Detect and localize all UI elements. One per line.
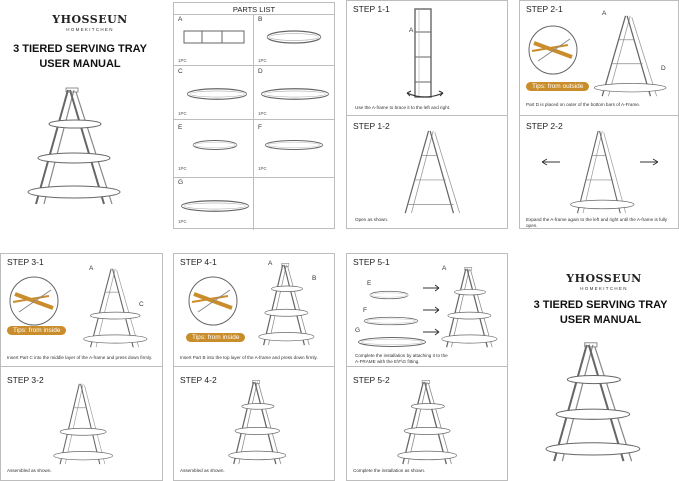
tray-e-drawing	[369, 290, 409, 300]
cover-shelf-illustration	[30, 86, 130, 212]
shelf-drawing	[260, 262, 320, 348]
frame-drawing	[85, 266, 147, 350]
part-c-label: C	[178, 68, 183, 75]
parts-row-divider	[174, 119, 334, 120]
manual-title	[522, 298, 679, 328]
step-5-1-panel	[346, 253, 508, 367]
step-3-1-panel	[0, 253, 163, 367]
step-caption: Assembled as shown.	[180, 468, 225, 473]
tray-f-drawing	[363, 316, 419, 326]
step-caption: Open as shown.	[355, 217, 389, 222]
step-4-2-panel	[173, 366, 335, 481]
part-d-qty: 1PC	[258, 111, 267, 116]
shelf-drawing	[443, 266, 503, 350]
step-title: STEP 2-1	[526, 4, 563, 14]
arrow-left-icon	[540, 158, 562, 166]
step-1-2-panel	[346, 115, 508, 229]
step-title: STEP 3-2	[7, 375, 44, 385]
label-f: F	[363, 307, 367, 314]
label-g: G	[355, 327, 361, 334]
label-c: C	[139, 301, 144, 308]
part-c-qty: 1PC	[178, 111, 187, 116]
part-e-qty: 1PC	[178, 166, 187, 171]
step-4-1-panel	[173, 253, 335, 367]
manual-title	[0, 42, 160, 72]
label-b: B	[312, 275, 317, 282]
expand-frame-drawing	[572, 128, 634, 216]
tip-badge: Tips: from inside	[186, 333, 245, 342]
brand-subtitle: HOMEKITCHEN	[580, 286, 628, 291]
part-a-qty: 1PC	[178, 58, 187, 63]
manual-title-line2: USER MANUAL	[559, 314, 642, 326]
part-g-qty: 1PC	[178, 219, 187, 224]
tray-g-drawing	[357, 336, 427, 348]
part-e-drawing	[192, 139, 238, 151]
arrow-right-icon	[638, 158, 660, 166]
label-d: D	[661, 65, 666, 72]
part-g-label: G	[178, 179, 184, 186]
parts-col-divider	[253, 14, 254, 230]
frame-with-shelf-drawing	[596, 13, 666, 99]
manual-title-line1: 3 TIERED SERVING TRAY	[533, 299, 668, 311]
parts-list-divider	[174, 14, 334, 15]
step-caption-line2: A-FRAME with the E\F\G fitting.	[355, 359, 420, 364]
part-a-drawing	[182, 25, 248, 49]
step-2-1-panel	[519, 0, 679, 116]
part-d-label: D	[258, 68, 263, 75]
part-g-drawing	[180, 199, 250, 213]
label-e: E	[367, 280, 372, 287]
step-caption: Assembled as shown.	[7, 468, 52, 473]
zoom-detail-circle	[9, 276, 61, 328]
label-a: A	[89, 265, 94, 272]
step-title: STEP 1-2	[353, 121, 390, 131]
tip-badge: Tips: from outside	[526, 82, 589, 91]
step-caption: Complete the installation as shown.	[353, 468, 426, 473]
cover-shelf-illustration	[548, 340, 650, 466]
step-caption: Expand the A-frame again to the left and right until the A-frame is fully open.	[526, 217, 668, 228]
brand-subtitle: HOMEKITCHEN	[66, 27, 114, 32]
part-e-label: E	[178, 124, 183, 131]
label-a: A	[602, 10, 607, 17]
zoom-detail-circle	[188, 276, 240, 328]
step-caption: Insert Part C into the middle layer of the A-frame and press down firmly.	[7, 355, 153, 360]
label-a: A	[442, 265, 447, 272]
step-1-1-panel	[346, 0, 508, 116]
insert-arrows-icon	[423, 280, 445, 336]
part-c-drawing	[186, 87, 248, 101]
brand-logo: YHOSSEUN	[52, 13, 128, 26]
manual-title-line2: USER MANUAL	[39, 58, 121, 70]
parts-list-panel	[173, 2, 335, 229]
step-5-2-panel	[346, 366, 508, 481]
label-a: A	[409, 27, 414, 34]
shelf-drawing	[399, 379, 463, 467]
rotate-arrows-icon	[403, 87, 449, 101]
part-b-label: B	[258, 16, 263, 23]
manual-title-line1: 3 TIERED SERVING TRAY	[13, 43, 147, 55]
open-frame-drawing	[399, 128, 469, 216]
parts-row-divider	[174, 177, 334, 178]
step-2-2-panel	[519, 115, 679, 229]
zoom-detail-circle	[528, 25, 580, 77]
folded-frame-drawing	[411, 7, 441, 99]
step-title: STEP 5-2	[353, 375, 390, 385]
step-title: STEP 2-2	[526, 121, 563, 131]
shelf-drawing	[230, 379, 292, 467]
parts-list-title: PARTS LIST	[232, 5, 276, 14]
step-caption-line1: Complete the installation by attaching it to the	[355, 353, 448, 358]
label-a: A	[268, 260, 273, 267]
part-f-label: F	[258, 124, 262, 131]
step-caption: Use the A-frame to brace it to the left and right.	[355, 105, 451, 110]
step-3-2-panel	[0, 366, 163, 481]
step-title: STEP 5-1	[353, 257, 390, 267]
parts-row-divider	[174, 65, 334, 66]
part-b-drawing	[266, 29, 322, 45]
part-f-drawing	[264, 139, 324, 151]
part-a-label: A	[178, 16, 183, 23]
step-title: STEP 3-1	[7, 257, 44, 267]
tip-badge: Tips: from inside	[7, 326, 66, 335]
step-title: STEP 4-1	[180, 257, 217, 267]
part-d-drawing	[260, 87, 330, 101]
part-f-qty: 1PC	[258, 166, 267, 171]
step-caption: Part D is placed on outer of the bottom bars of A-Frame.	[526, 102, 641, 107]
step-title: STEP 4-2	[180, 375, 217, 385]
step-caption: Insert Part B into the top layer of the A-frame and press down firmly.	[180, 355, 318, 360]
brand-logo: YHOSSEUN	[566, 272, 642, 285]
part-b-qty: 1PC	[258, 58, 267, 63]
step-title: STEP 1-1	[353, 4, 390, 14]
shelf-drawing	[55, 381, 119, 467]
